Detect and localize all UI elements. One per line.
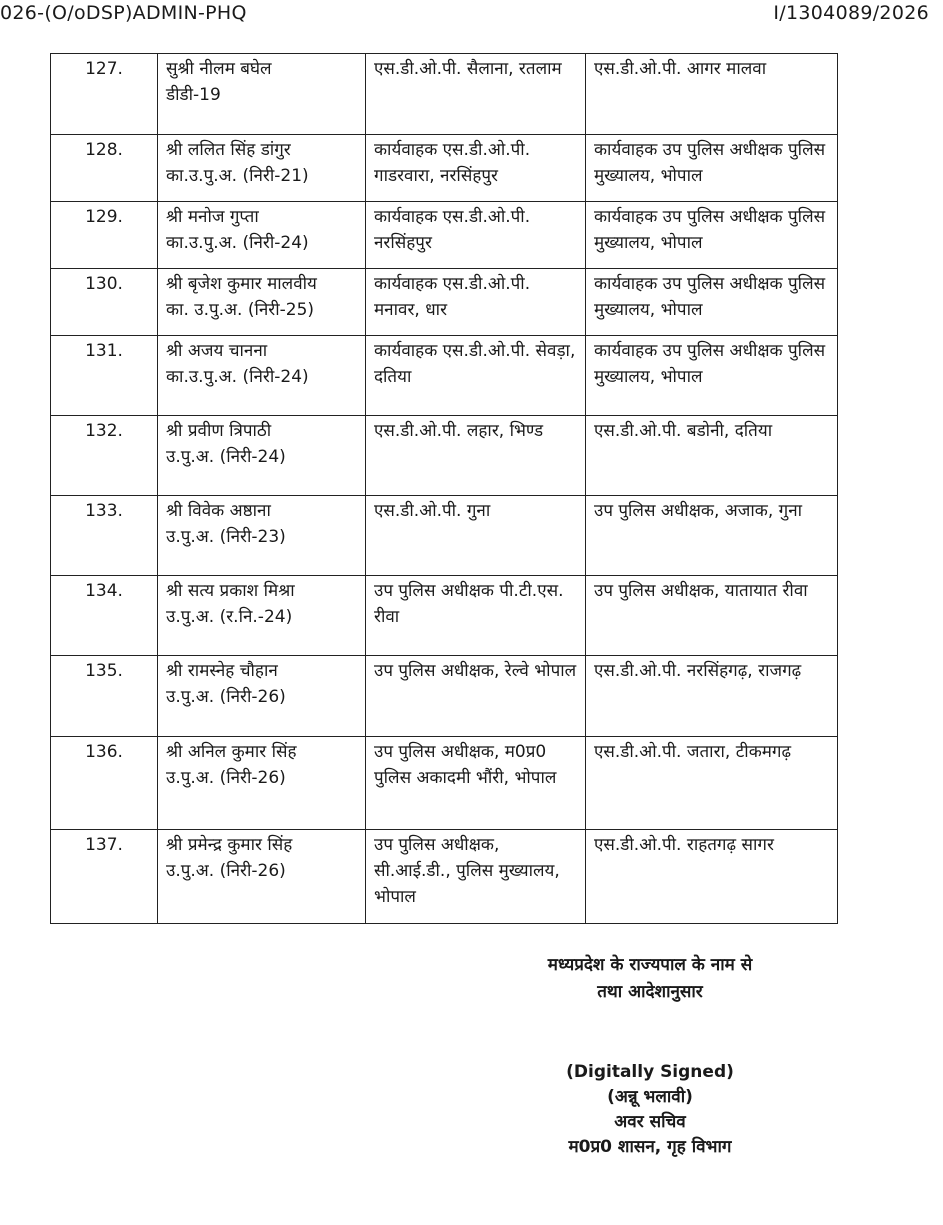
new-posting: एस.डी.ओ.पी. आगर मालवा bbox=[594, 59, 767, 79]
new-posting-cell bbox=[586, 496, 838, 576]
new-posting: एस.डी.ओ.पी. जतारा, टीकमगढ़ bbox=[594, 742, 792, 762]
officer-name: श्री रामस्नेह चौहान bbox=[166, 661, 278, 681]
current-posting-cell bbox=[366, 269, 586, 336]
current-posting: कार्यवाहक एस.डी.ओ.पी. गाडरवारा, नरसिंहपुर bbox=[374, 140, 531, 186]
serial-number-cell bbox=[51, 576, 158, 656]
officer-name: श्री विवेक अष्ठाना bbox=[166, 501, 271, 521]
new-posting-cell bbox=[586, 416, 838, 496]
new-posting-cell bbox=[586, 135, 838, 202]
signatory-designation: अवर सचिव bbox=[614, 1112, 686, 1132]
officer-name: श्री अनिल कुमार सिंह bbox=[166, 742, 297, 762]
new-posting-cell bbox=[586, 269, 838, 336]
serial-number: 134. bbox=[85, 581, 123, 601]
serial-number-cell bbox=[51, 830, 158, 924]
current-posting-cell bbox=[366, 496, 586, 576]
serial-number-cell bbox=[51, 135, 158, 202]
new-posting-cell bbox=[586, 54, 838, 135]
officer-cell bbox=[158, 135, 366, 202]
officer-rank: उ.पु.अ. (र.नि.-24) bbox=[166, 607, 293, 627]
serial-number: 129. bbox=[85, 207, 123, 227]
current-posting-cell bbox=[366, 737, 586, 830]
serial-number: 130. bbox=[85, 274, 123, 294]
officer-cell bbox=[158, 576, 366, 656]
officer-name: श्री अजय चानना bbox=[166, 341, 268, 361]
current-posting: कार्यवाहक एस.डी.ओ.पी. नरसिंहपुर bbox=[374, 207, 531, 253]
serial-number-cell bbox=[51, 269, 158, 336]
table-row bbox=[51, 54, 838, 135]
table-row bbox=[51, 269, 838, 336]
officer-rank: उ.पु.अ. (निरी-24) bbox=[166, 447, 286, 467]
serial-number: 131. bbox=[85, 341, 123, 361]
current-posting: उप पुलिस अधीक्षक, म0प्र0 पुलिस अकादमी भौंरी, भोपाल bbox=[374, 742, 557, 788]
new-posting: कार्यवाहक उप पुलिस अधीक्षक पुलिस मुख्यालय, भोपाल bbox=[594, 207, 826, 253]
officer-name: श्री प्रवीण त्रिपाठी bbox=[166, 421, 272, 441]
new-posting: कार्यवाहक उप पुलिस अधीक्षक पुलिस मुख्यालय, भोपाल bbox=[594, 140, 826, 186]
current-posting: उप पुलिस अधीक्षक पी.टी.एस. रीवा bbox=[374, 581, 564, 627]
current-posting: एस.डी.ओ.पी. गुना bbox=[374, 501, 491, 521]
current-posting-cell bbox=[366, 54, 586, 135]
officer-rank: का.उ.पु.अ. (निरी-24) bbox=[166, 367, 309, 387]
table-row bbox=[51, 576, 838, 656]
governor-order-clause bbox=[460, 952, 840, 1006]
current-posting: एस.डी.ओ.पी. लहार, भिण्ड bbox=[374, 421, 544, 441]
current-posting-cell bbox=[366, 202, 586, 269]
transfer-order-table bbox=[50, 53, 838, 924]
table-row bbox=[51, 656, 838, 737]
table-row bbox=[51, 135, 838, 202]
current-posting: उप पुलिस अधीक्षक, सी.आई.डी., पुलिस मुख्यालय, भोपाल bbox=[374, 835, 560, 907]
serial-number: 136. bbox=[85, 742, 123, 762]
transfer-order-rows bbox=[51, 54, 838, 924]
serial-number: 137. bbox=[85, 835, 123, 855]
officer-name: श्री सत्य प्रकाश मिश्रा bbox=[166, 581, 295, 601]
officer-cell bbox=[158, 202, 366, 269]
serial-number: 132. bbox=[85, 421, 123, 441]
officer-rank: डीडी-19 bbox=[166, 85, 221, 105]
officer-cell bbox=[158, 830, 366, 924]
current-posting: कार्यवाहक एस.डी.ओ.पी. सेवड़ा, दतिया bbox=[374, 341, 576, 387]
current-posting-cell bbox=[366, 576, 586, 656]
officer-rank: का. उ.पु.अ. (निरी-25) bbox=[166, 300, 315, 320]
closing-line-1: मध्यप्रदेश के राज्यपाल के नाम से bbox=[547, 955, 753, 975]
officer-cell bbox=[158, 269, 366, 336]
officer-cell bbox=[158, 54, 366, 135]
digital-signature-note: (Digitally Signed) bbox=[566, 1062, 734, 1082]
serial-number-cell bbox=[51, 336, 158, 416]
current-posting-cell bbox=[366, 416, 586, 496]
closing-line-2: तथा आदेशानुसार bbox=[597, 982, 703, 1002]
current-posting-cell bbox=[366, 830, 586, 924]
new-posting-cell bbox=[586, 656, 838, 737]
officer-name: श्री ललित सिंह डांगुर bbox=[166, 140, 291, 160]
officer-name: श्री प्रमेन्द्र कुमार सिंह bbox=[166, 835, 293, 855]
officer-rank: उ.पु.अ. (निरी-23) bbox=[166, 527, 286, 547]
table-row bbox=[51, 416, 838, 496]
new-posting-cell bbox=[586, 336, 838, 416]
officer-rank: उ.पु.अ. (निरी-26) bbox=[166, 768, 286, 788]
officer-rank: का.उ.पु.अ. (निरी-24) bbox=[166, 233, 309, 253]
signature-block bbox=[490, 1060, 810, 1160]
officer-rank: उ.पु.अ. (निरी-26) bbox=[166, 687, 286, 707]
serial-number-cell bbox=[51, 54, 158, 135]
new-posting: एस.डी.ओ.पी. बडोनी, दतिया bbox=[594, 421, 773, 441]
new-posting-cell bbox=[586, 830, 838, 924]
officer-name: सुश्री नीलम बघेल bbox=[166, 59, 272, 79]
signatory-department: म0प्र0 शासन, गृह विभाग bbox=[568, 1137, 732, 1157]
current-posting-cell bbox=[366, 656, 586, 737]
new-posting-cell bbox=[586, 202, 838, 269]
serial-number: 133. bbox=[85, 501, 123, 521]
new-posting: एस.डी.ओ.पी. राहतगढ़ सागर bbox=[594, 835, 774, 855]
officer-cell bbox=[158, 336, 366, 416]
serial-number-cell bbox=[51, 416, 158, 496]
table-row bbox=[51, 336, 838, 416]
table-row bbox=[51, 202, 838, 269]
new-posting: उप पुलिस अधीक्षक, अजाक, गुना bbox=[594, 501, 803, 521]
serial-number-cell bbox=[51, 496, 158, 576]
current-posting: उप पुलिस अधीक्षक, रेल्वे भोपाल bbox=[374, 661, 577, 681]
current-posting: एस.डी.ओ.पी. सैलाना, रतलाम bbox=[374, 59, 562, 79]
table-row bbox=[51, 737, 838, 830]
officer-name: श्री बृजेश कुमार मालवीय bbox=[166, 274, 317, 294]
serial-number-cell bbox=[51, 202, 158, 269]
new-posting-cell bbox=[586, 576, 838, 656]
new-posting: एस.डी.ओ.पी. नरसिंहगढ़, राजगढ़ bbox=[594, 661, 802, 681]
table-row bbox=[51, 830, 838, 924]
serial-number-cell bbox=[51, 656, 158, 737]
officer-cell bbox=[158, 737, 366, 830]
serial-number-cell bbox=[51, 737, 158, 830]
officer-cell bbox=[158, 496, 366, 576]
serial-number: 135. bbox=[85, 661, 123, 681]
file-reference-right: I/1304089/2026 bbox=[773, 2, 929, 24]
table-row bbox=[51, 496, 838, 576]
officer-cell bbox=[158, 416, 366, 496]
current-posting-cell bbox=[366, 336, 586, 416]
new-posting: कार्यवाहक उप पुलिस अधीक्षक पुलिस मुख्यालय, भोपाल bbox=[594, 274, 826, 320]
new-posting: कार्यवाहक उप पुलिस अधीक्षक पुलिस मुख्यालय, भोपाल bbox=[594, 341, 826, 387]
current-posting: कार्यवाहक एस.डी.ओ.पी. मनावर, धार bbox=[374, 274, 531, 320]
serial-number: 127. bbox=[85, 59, 123, 79]
officer-rank: उ.पु.अ. (निरी-26) bbox=[166, 861, 286, 881]
new-posting: उप पुलिस अधीक्षक, यातायात रीवा bbox=[594, 581, 808, 601]
file-reference-left: 026-(O/oDSP)ADMIN-PHQ bbox=[0, 2, 247, 24]
officer-cell bbox=[158, 656, 366, 737]
new-posting-cell bbox=[586, 737, 838, 830]
serial-number: 128. bbox=[85, 140, 123, 160]
officer-name: श्री मनोज गुप्ता bbox=[166, 207, 259, 227]
current-posting-cell bbox=[366, 135, 586, 202]
signatory-name: (अन्नू भलावी) bbox=[607, 1087, 693, 1107]
officer-rank: का.उ.पु.अ. (निरी-21) bbox=[166, 166, 309, 186]
